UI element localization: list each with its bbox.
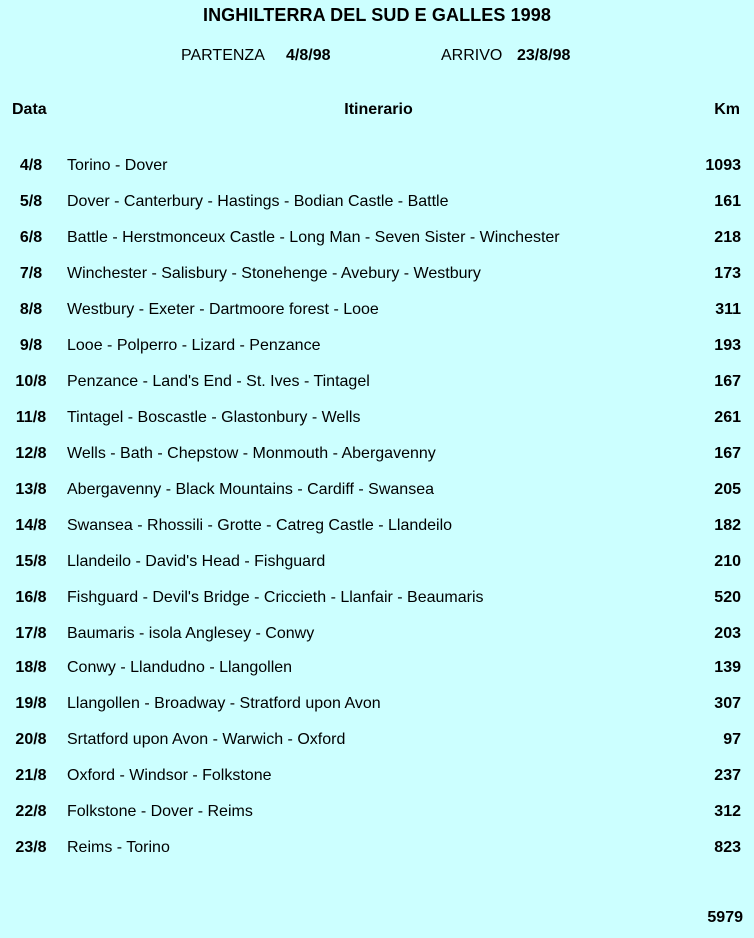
row-itinerary: Llandeilo - David's Head - Fishguard	[67, 553, 326, 570]
column-header-itinerary: Itinerario	[344, 101, 413, 118]
row-itinerary: Fishguard - Devil's Bridge - Criccieth - Llanfair - Beaumaris	[67, 589, 484, 606]
row-date: 10/8	[15, 373, 47, 390]
row-date: 11/8	[15, 409, 47, 426]
row-date: 21/8	[15, 767, 47, 784]
row-date: 19/8	[15, 695, 47, 712]
row-date: 5/8	[19, 193, 43, 210]
row-km: 97	[723, 731, 741, 748]
table-row	[0, 616, 754, 650]
row-itinerary: Torino - Dover	[67, 157, 168, 174]
row-date: 17/8	[15, 625, 47, 642]
table-row	[0, 436, 754, 472]
row-itinerary: Battle - Herstmonceux Castle - Long Man - Seven Sister - Winchester	[67, 229, 560, 246]
row-km: 1093	[705, 157, 741, 174]
row-date: 20/8	[15, 731, 47, 748]
row-date: 8/8	[19, 301, 43, 318]
table-row	[0, 508, 754, 544]
table-row	[0, 400, 754, 436]
row-itinerary: Swansea - Rhossili - Grotte - Catreg Castle - Llandeilo	[67, 517, 453, 534]
column-header-date: Data	[12, 101, 47, 118]
row-km: 205	[714, 481, 741, 498]
row-km: 167	[714, 445, 741, 462]
departure-date: 4/8/98	[286, 47, 331, 64]
row-itinerary: Westbury - Exeter - Dartmoore forest - Looe	[67, 301, 379, 318]
row-itinerary: Penzance - Land's End - St. Ives - Tintagel	[67, 373, 370, 390]
row-km: 520	[714, 589, 741, 606]
row-km: 139	[714, 659, 741, 676]
table-row	[0, 830, 754, 866]
row-km: 173	[714, 265, 741, 282]
table-row	[0, 364, 754, 400]
row-itinerary: Winchester - Salisbury - Stonehenge - Avebury - Westbury	[67, 265, 481, 282]
row-km: 311	[715, 301, 741, 318]
row-km: 823	[714, 839, 741, 856]
row-km: 307	[714, 695, 741, 712]
row-km: 218	[714, 229, 741, 246]
row-itinerary: Baumaris - isola Anglesey - Conwy	[67, 625, 315, 642]
table-row	[0, 722, 754, 758]
arrival-label: ARRIVO	[441, 47, 503, 64]
table-row	[0, 328, 754, 364]
table-row	[0, 220, 754, 256]
table-row	[0, 650, 754, 686]
row-date: 23/8	[15, 839, 47, 856]
page-title: INGHILTERRA DEL SUD E GALLES 1998	[202, 5, 552, 25]
table-row	[0, 794, 754, 830]
row-km: 312	[714, 803, 741, 820]
table-row	[0, 184, 754, 220]
row-km: 182	[714, 517, 741, 534]
row-itinerary: Reims - Torino	[67, 839, 170, 856]
row-km: 203	[714, 625, 741, 642]
row-km: 261	[714, 409, 741, 426]
departure-label: PARTENZA	[181, 47, 265, 64]
row-date: 4/8	[19, 157, 43, 174]
arrival-date: 23/8/98	[517, 47, 571, 64]
row-itinerary: Folkstone - Dover - Reims	[67, 803, 253, 820]
row-date: 15/8	[15, 553, 47, 570]
row-date: 14/8	[15, 517, 47, 534]
row-itinerary: Wells - Bath - Chepstow - Monmouth - Abergavenny	[67, 445, 436, 462]
row-km: 237	[714, 767, 741, 784]
table-row	[0, 256, 754, 292]
row-km: 161	[714, 193, 741, 210]
row-itinerary: Dover - Canterbury - Hastings - Bodian Castle - Battle	[67, 193, 449, 210]
row-itinerary: Looe - Polperro - Lizard - Penzance	[67, 337, 321, 354]
table-row	[0, 148, 754, 184]
table-row	[0, 544, 754, 580]
itinerary-table	[0, 148, 754, 866]
table-row	[0, 758, 754, 794]
row-date: 22/8	[15, 803, 47, 820]
table-row	[0, 292, 754, 328]
row-date: 16/8	[15, 589, 47, 606]
table-row	[0, 686, 754, 722]
row-itinerary: Srtatford upon Avon - Warwich - Oxford	[67, 731, 346, 748]
row-itinerary: Conwy - Llandudno - Llangollen	[67, 659, 293, 676]
column-header-km: Km	[714, 101, 740, 118]
row-itinerary: Llangollen - Broadway - Stratford upon Avon	[67, 695, 381, 712]
row-date: 6/8	[19, 229, 43, 246]
row-km: 167	[714, 373, 741, 390]
row-km: 193	[714, 337, 741, 354]
row-date: 13/8	[15, 481, 47, 498]
row-itinerary: Oxford - Windsor - Folkstone	[67, 767, 272, 784]
table-row	[0, 472, 754, 508]
row-km: 210	[714, 553, 741, 570]
total-km: 5979	[707, 909, 743, 926]
row-date: 7/8	[19, 265, 43, 282]
row-date: 18/8	[15, 659, 47, 676]
row-date: 12/8	[15, 445, 47, 462]
row-itinerary: Tintagel - Boscastle - Glastonbury - Wells	[67, 409, 361, 426]
row-date: 9/8	[19, 337, 43, 354]
row-itinerary: Abergavenny - Black Mountains - Cardiff - Swansea	[67, 481, 434, 498]
table-row	[0, 580, 754, 616]
